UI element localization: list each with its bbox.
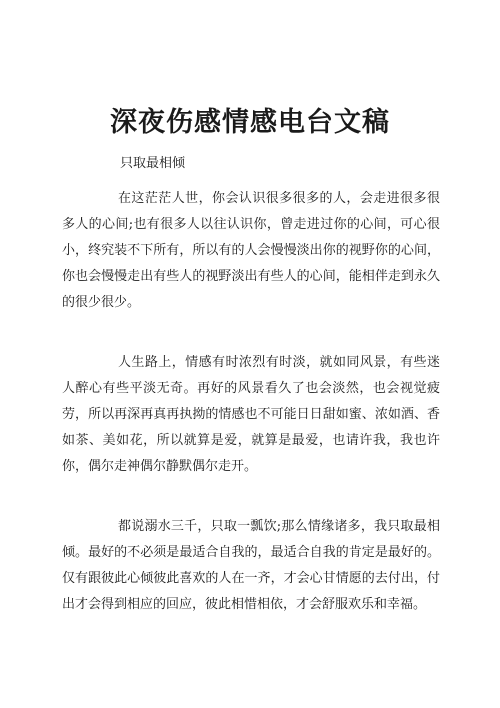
paragraph-1: 在这茫茫人世，你会认识很多很多的人，会走进很多很多人的心间;也有很多人以往认识你，曾走进过你的心间，可心很小，终究装不下所有，所以有的人会慢慢淡出你的视野你的心间，你也会慢慢走出有些人的视野淡出有些人的心间，能相伴走到永久的很少很少。 <box>62 191 440 310</box>
document-title: 深夜伤感情感电台文稿 <box>110 107 390 138</box>
paragraph-3: 都说溺水三千，只取一瓢饮;那么情缘诸多，我只取最相倾。最好的不必须是最适合自我的，最适合自我的肯定是最好的。仅有跟彼此心倾彼此喜欢的人在一齐，才会心甘情愿的去付出，付出才会得到相应的回应，彼此相惜相依，才会舒服欢乐和幸福。 <box>62 519 440 612</box>
paragraph-2: 人生路上，情感有时浓烈有时淡，就如同风景，有些迷人醉心有些平淡无奇。再好的风景看久了也会淡然，也会视觉疲劳，所以再深再真再执拗的情感也不可能日日甜如蜜、浓如酒、香如茶、美如花，所以就算是爱，就算是最爱，也请许我，我也许你，偶尔走神偶尔静默偶尔走开。 <box>62 355 440 474</box>
document-subtitle: 只取最相倾 <box>120 156 186 171</box>
